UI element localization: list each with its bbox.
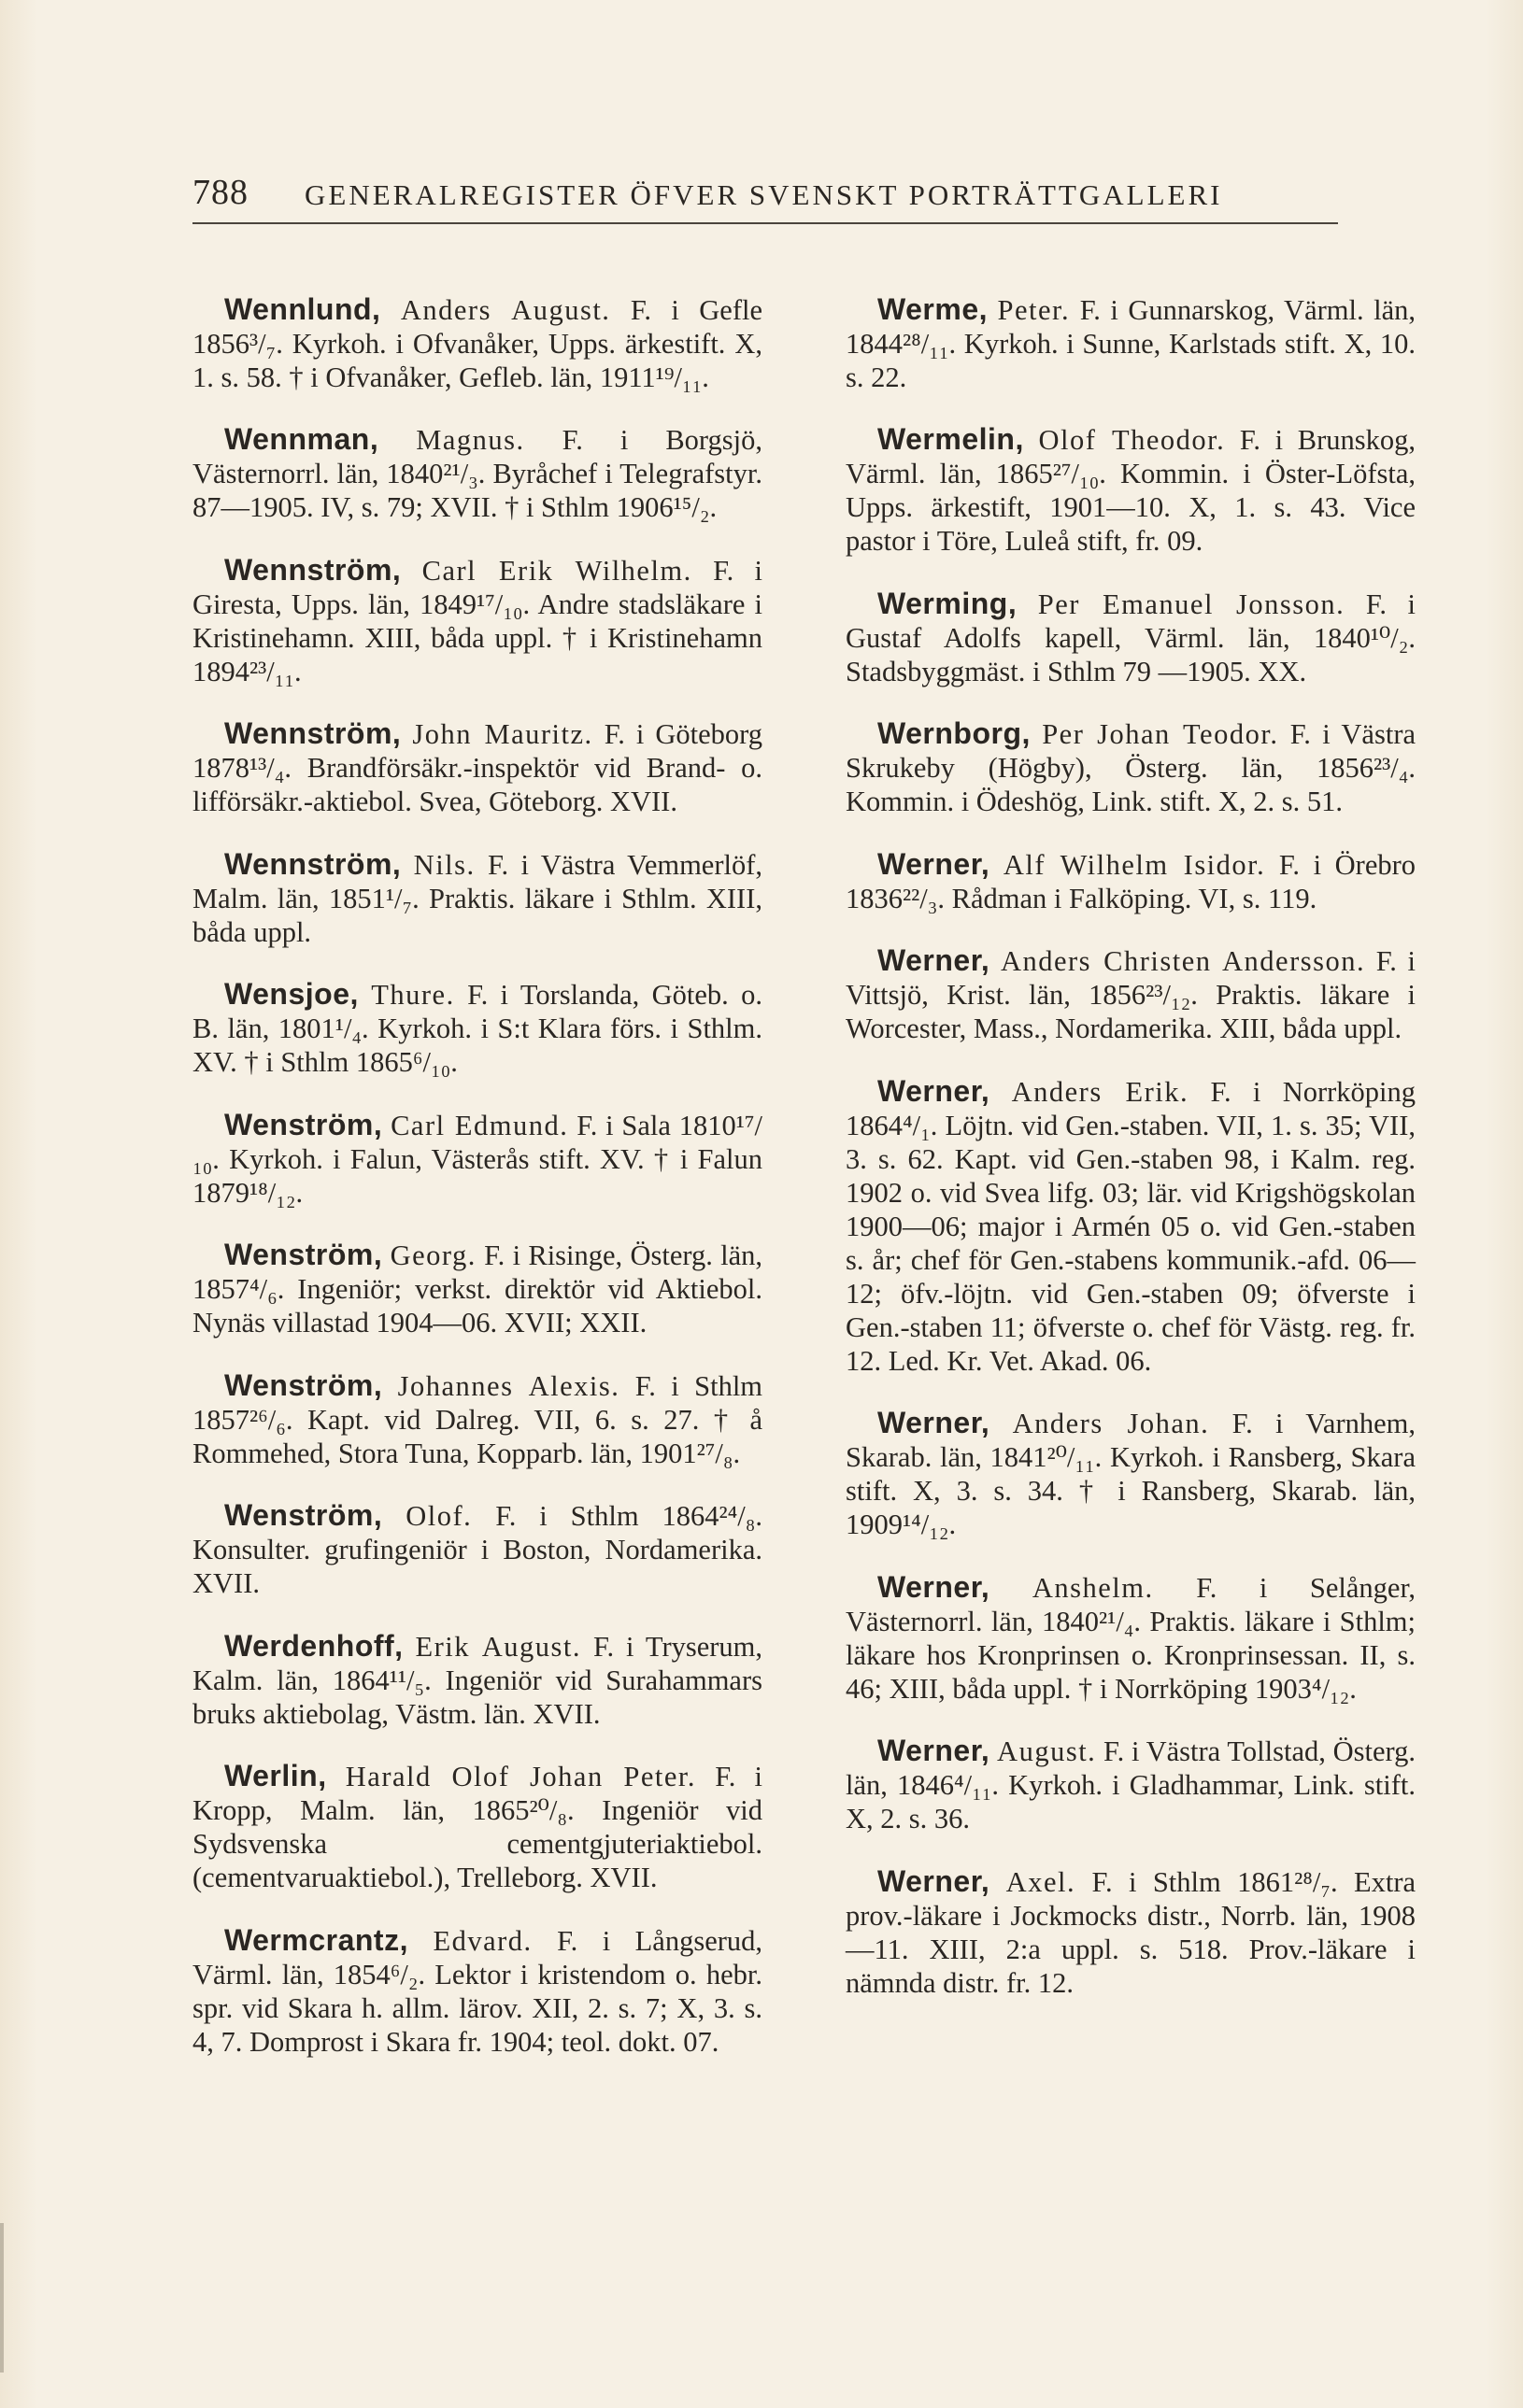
entry-given-names: Anders Christen Andersson. xyxy=(1000,945,1366,977)
register-entry xyxy=(846,1570,1416,1706)
entry-surname: Werner, xyxy=(877,943,990,977)
entry-surname: Wennström, xyxy=(224,716,402,750)
right-column xyxy=(846,263,1416,2012)
register-entry xyxy=(192,1498,762,1600)
entry-given-names: Peter. xyxy=(997,293,1071,326)
register-entry xyxy=(846,292,1416,394)
entry-surname: Wennman, xyxy=(224,422,379,456)
entry-given-names: Magnus. xyxy=(416,424,525,456)
register-entry xyxy=(192,553,762,688)
entry-details: F. i Gustaf Adolfs kapell, Värml. län, 1840¹⁰/₂. Stadsbyggmäst. i Sthlm 79 —1905. XX. xyxy=(846,588,1416,687)
entry-details: F. i Västra Skrukeby (Högby), Österg. län, 1856²³/₄. Kommin. i Ödeshög, Link. stift. X, 2. s. 51. xyxy=(846,718,1416,817)
entry-surname: Werner, xyxy=(877,1569,990,1604)
register-entry xyxy=(846,716,1416,818)
register-entry xyxy=(846,1074,1416,1378)
entry-details: F. i Västra Vemmerlöf, Malm. län, 1851¹/₇. Praktis. läkare i Sthlm. XIII, båda uppl. xyxy=(192,848,763,948)
entry-details: F. i Sala 1810¹⁷/₁₀. Kyrkoh. i Falun, Västerås stift. XV. † i Falun 1879¹⁸/₁₂. xyxy=(192,1109,763,1209)
register-entry xyxy=(192,422,762,524)
entry-details: F. i Vittsjö, Krist. län, 1856²³/₁₂. Praktis. läkare i Worcester, Mass., Nordamerika. XIII, båda uppl. xyxy=(846,945,1416,1044)
entry-given-names: Carl Edmund. xyxy=(391,1109,569,1141)
entry-details: F. i Borgsjö, Västernorrl. län, 1840²¹/₃. Byråchef i Telegrafstyr. 87—1905. IV, s. 79; XVII. † i Sthlm 1906¹⁵/₂. xyxy=(192,424,763,523)
entry-details: F. i Brunskog, Värml. län, 1865²⁷/₁₀. Kommin. i Öster-Löfsta, Upps. ärkestift, 1901—10. X, 1. s. 43. Vice pastor i Töre, Luleå stift, fr. 09. xyxy=(846,424,1416,557)
entry-surname: Werlin, xyxy=(224,1759,327,1792)
entry-details: F. i Varnhem, Skarab. län, 1841²⁰/₁₁. Kyrkoh. i Ransberg, Skara stift. X, 3. s. 34. † i Ransberg, Skarab. län, 1909¹⁴/₁₂. xyxy=(846,1408,1416,1540)
entry-given-names: Anshelm. xyxy=(1032,1571,1154,1604)
entry-given-names: Johannes Alexis. xyxy=(397,1369,620,1402)
entry-details: F. i Örebro 1836²²/₃. Rådman i Falköping. VI, s. 119. xyxy=(846,848,1416,914)
entry-surname: Wennström, xyxy=(224,552,402,587)
register-entry xyxy=(846,1864,1416,2000)
register-entry xyxy=(846,1406,1416,1541)
header-title: GENERALREGISTER ÖFVER SVENSKT PORTRÄTTGALLERI xyxy=(305,178,1223,211)
entry-surname: Werner, xyxy=(877,1406,990,1439)
entry-details: F. i Risinge, Österg. län, 1857⁴/₆. Ingeniör; verkst. direktör vid Aktiebol. Nynäs villastad 1904—06. XVII; XXII. xyxy=(192,1239,763,1339)
scan-edge-mark xyxy=(0,2223,4,2373)
entry-surname: Wensjoe, xyxy=(224,977,359,1011)
entry-given-names: Per Johan Teodor. xyxy=(1042,718,1279,750)
register-entry xyxy=(846,587,1416,688)
register-entry xyxy=(192,847,762,949)
register-entry xyxy=(846,943,1416,1045)
register-entry xyxy=(846,422,1416,558)
entry-surname: Werdenhoff, xyxy=(224,1628,404,1663)
entry-surname: Werner, xyxy=(877,1073,990,1108)
entry-given-names: Georg. xyxy=(390,1239,477,1271)
entry-surname: Werner, xyxy=(877,1863,990,1898)
entry-surname: Wenström, xyxy=(224,1367,383,1402)
entry-details: F. i Norrköping 1864⁴/₁. Löjtn. vid Gen.-staben. VII, 1. s. 35; VII, 3. s. 62. Kapt. vid Gen.-staben 98, i Kalm. reg. 1902 o. vid Svea lifg. 03; lär. vid Krigshögskolan 1900—06; major i Armén 05 o. vid Gen.-staben s. år; chef för Gen.-stabens kommunik.-afd. 06—12; öfv.-löjtn. vid Gen.-staben 09; öfverste i Gen.-staben 11; öfverste o. chef för Västg. reg. fr. 12. Led. Kr. Vet. Akad. 06. xyxy=(846,1075,1416,1377)
entry-details: F. i Gunnarskog, Värml. län, 1844²⁸/₁₁. Kyrkoh. i Sunne, Karlstads stift. X, 10. s. 22. xyxy=(846,293,1416,393)
entry-surname: Wenström, xyxy=(224,1238,383,1271)
entry-details: F. i Giresta, Upps. län, 1849¹⁷/₁₀. Andre stadsläkare i Kristinehamn. XIII, båda uppl. † i Kristinehamn 1894²³/₁₁. xyxy=(192,554,763,687)
entry-given-names: Olof Theodor. xyxy=(1038,424,1226,456)
entry-details: F. i Sthlm 1857²⁶/₆. Kapt. vid Dalreg. VII, 6. s. 27. † å Rommehed, Stora Tuna, Kopparb. län, 1901²⁷/₈. xyxy=(192,1369,763,1469)
entry-given-names: Anders August. xyxy=(400,293,611,326)
entry-details: F. i Sthlm 1864²⁴/₈. Konsulter. grufingeniör i Boston, Nordamerika. XVII. xyxy=(192,1500,763,1599)
register-entry xyxy=(192,977,762,1079)
register-entry xyxy=(192,1759,762,1894)
register-entry xyxy=(192,716,762,818)
entry-details: F. i Torslanda, Göteb. o. B. län, 1801¹/₄. Kyrkoh. i S:t Klara förs. i Sthlm. XV. † i Sthlm 1865⁶/₁₀. xyxy=(192,979,763,1078)
register-entry xyxy=(192,1923,762,2059)
entry-given-names: Edvard. xyxy=(433,1924,533,1957)
entry-details: F. i Långserud, Värml. län, 1854⁶/₂. Lektor i kristendom o. hebr. spr. vid Skara h. allm. lärov. XII, 2. s. 7; X, 3. s. 4, 7. Domprost i Skara fr. 1904; teol. dokt. 07. xyxy=(192,1924,763,2058)
entry-surname: Wennlund, xyxy=(224,291,381,326)
entry-surname: Wermcrantz, xyxy=(224,1922,408,1957)
entry-given-names: Erik August. xyxy=(415,1630,582,1663)
entry-given-names: Anders Johan. xyxy=(1012,1408,1210,1439)
page-number: 788 xyxy=(192,173,249,212)
entry-details: F. i Västra Tollstad, Österg. län, 1846⁴/₁₁. Kyrkoh. i Gladhammar, Link. stift. X, 2. s. 36. xyxy=(846,1735,1416,1834)
running-header xyxy=(192,174,1338,224)
entry-surname: Werming, xyxy=(877,586,1018,620)
entry-given-names: Per Emanuel Jonsson. xyxy=(1037,588,1345,620)
entry-surname: Wernborg, xyxy=(877,716,1031,750)
register-entry xyxy=(192,1629,762,1731)
register-entry xyxy=(846,847,1416,915)
entry-details: F. i Sthlm 1861²⁸/₇. Extra prov.-läkare i Jockmocks distr., Norrb. län, 1908—11. XIII, 2:a uppl. s. 518. Prov.-läkare i nämnda distr. fr. 12. xyxy=(846,1865,1416,1999)
register-entry xyxy=(192,292,762,394)
left-column xyxy=(192,263,762,2071)
entry-given-names: Nils. xyxy=(413,848,476,881)
entry-details: F. i Kropp, Malm. län, 1865²⁰/₈. Ingeniör vid Sydsvenska cementgjuteriaktiebol. (cementvaruaktiebol.), Trelleborg. XVII. xyxy=(192,1761,762,1893)
entry-surname: Wenström, xyxy=(224,1107,383,1141)
register-entry xyxy=(846,1734,1416,1835)
entry-given-names: Anders Erik. xyxy=(1011,1075,1189,1108)
entry-given-names: Thure. xyxy=(371,979,455,1011)
entry-details: F. i Selånger, Västernorrl. län, 1840²¹/₄. Praktis. läkare i Sthlm; läkare hos Kronprinsen o. Kronprinsessan. II, s. 46; XIII, båda uppl. † i Norrköping 1903⁴/₁₂. xyxy=(846,1571,1416,1705)
entry-given-names: Axel. xyxy=(1005,1865,1076,1898)
entry-given-names: Harald Olof Johan Peter. xyxy=(345,1761,696,1792)
entry-surname: Wennström, xyxy=(224,846,402,881)
entry-surname: Wermelin, xyxy=(877,422,1024,456)
entry-details: F. i Tryserum, Kalm. län, 1864¹¹/₅. Ingeniör vid Surahammars bruks aktiebolag, Västm. län. XVII. xyxy=(192,1630,763,1730)
register-entry xyxy=(192,1238,762,1339)
entry-given-names: Carl Erik Wilhelm. xyxy=(421,554,692,587)
entry-surname: Werme, xyxy=(877,291,989,326)
entry-given-names: Olof. xyxy=(406,1500,473,1532)
entry-surname: Wenström, xyxy=(224,1498,383,1532)
entry-given-names: John Mauritz. xyxy=(412,718,593,750)
entry-details: F. i Gefle 1856³/₇. Kyrkoh. i Ofvanåker, Upps. ärkestift. X, 1. s. 58. † i Ofvanåker, Gefleb. län, 1911¹⁹/₁₁. xyxy=(192,293,763,393)
entry-surname: Werner, xyxy=(877,846,990,881)
register-entry xyxy=(192,1108,762,1210)
entry-given-names: August. xyxy=(997,1735,1097,1767)
entry-given-names: Alf Wilhelm Isidor. xyxy=(1003,848,1266,881)
entry-details: F. i Göteborg 1878¹³/₄. Brandförsäkr.-inspektör vid Brand- o. lifförsäkr.-aktiebol. Svea, Göteborg. XVII. xyxy=(192,718,763,817)
entry-surname: Werner, xyxy=(877,1734,990,1767)
register-entry xyxy=(192,1368,762,1470)
